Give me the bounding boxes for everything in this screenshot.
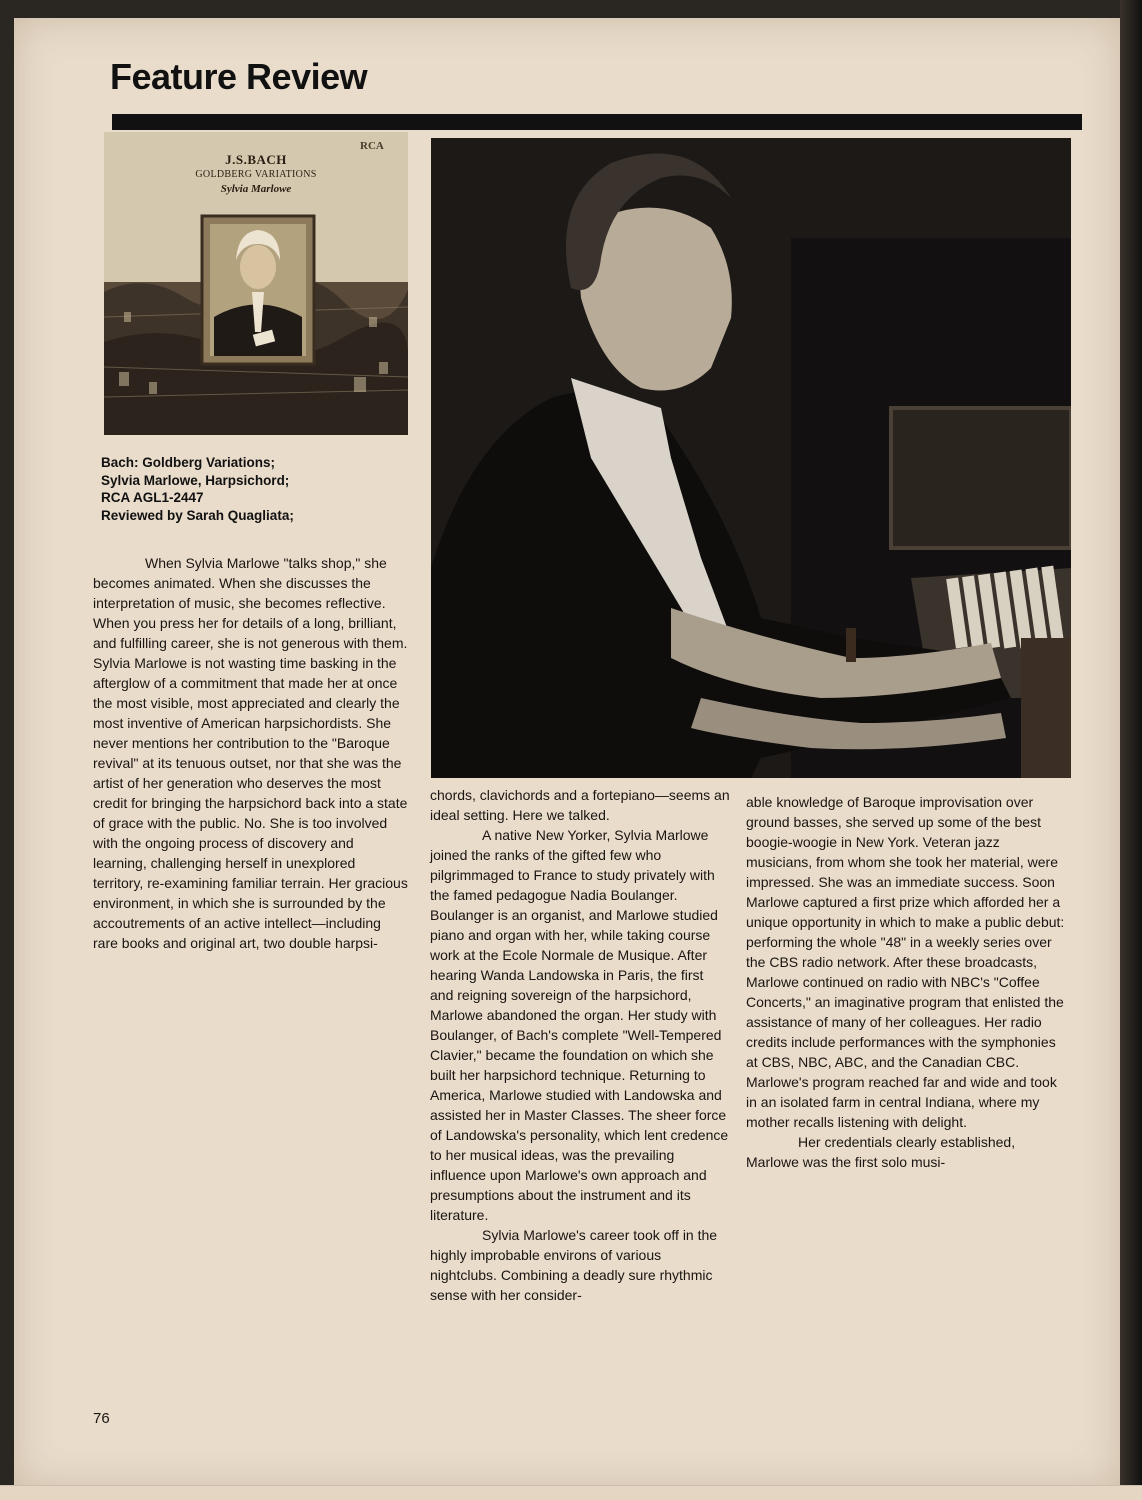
binding-spine xyxy=(1120,0,1142,1500)
magazine-page xyxy=(14,18,1120,1488)
credits-performer: Sylvia Marlowe, Harpsichord; xyxy=(101,472,290,488)
album-cover-title-block xyxy=(104,152,408,195)
cover-record-label: RCA xyxy=(360,140,384,152)
section-title: Feature Review xyxy=(110,56,368,97)
article-paragraph: When Sylvia Marlowe "talks shop," she becomes animated. When she discusses the interpretation of music, she becomes reflective. When you press her for details of a long, brilliant, and fulfilling career, she is not generous with them. Sylvia Marlowe is not wasting time basking in the afterglow of a commitment that made her at once the most visible, most appreciated and clearly the most inventive of American harpsichordists. She never mentions her contribution to the "Baroque revival" at its tenuous outset, nor that she was the artist of her generation who deserves the most credit for bringing the harpsichord back into a state of grace with the public. No. She is too involved with the ongoing process of discovery and learning, challenging herself in unexplored territory, re-examining familiar terrain. Her gracious environment, in which she is surrounded by the accoutrements of an active intellect—including rare books and original art, two double harpsi- xyxy=(93,555,408,951)
article-paragraph: able knowledge of Baroque improvisation over ground basses, she served up some of the best boogie-woogie in New York. Veteran jazz musicians, from whom she took her material, were impressed. She was an immediate success. Soon Marlowe captured a first prize which afforded her a unique opportunity in which to make a public debut: performing the whole "48" in a weekly series over the CBS radio network. After these broadcasts, Marlowe continued on radio with NBC's "Coffee Concerts," an imaginative program that enlisted the assistance of many of her colleagues. Her radio credits include performances with the symphonies at CBS, NBC, ABC, and the Canadian CBC. Marlowe's program reached far and wide and took in an isolated farm in central Indiana, where my mother recalls listening with delight. xyxy=(746,794,1065,1130)
article-paragraph: chords, clavichords and a fortepiano—seems an ideal setting. Here we talked. xyxy=(430,787,730,823)
credits-catalog: RCA AGL1-2447 xyxy=(101,490,204,505)
article-column-1 xyxy=(93,553,408,953)
article-column-2 xyxy=(430,785,730,1305)
cover-artist: Sylvia Marlowe xyxy=(220,183,292,195)
cover-work: GOLDBERG VARIATIONS xyxy=(195,169,317,180)
cover-composer: J.S.BACH xyxy=(225,152,287,167)
credits-reviewer: Reviewed by Sarah Quagliata; xyxy=(101,507,294,523)
credits-work: Bach: Goldberg Variations; xyxy=(101,455,276,470)
article-paragraph: Her credentials clearly established, Marlowe was the first solo musi- xyxy=(746,1134,1016,1170)
article-column-3 xyxy=(746,792,1066,1172)
harpsichordist-photo xyxy=(431,138,1071,778)
article-paragraph: Sylvia Marlowe's career took off in the highly improbable environs of various nightclubs. Combining a deadly sure rhythmic sense with her consider- xyxy=(430,1227,718,1303)
photo-artwork xyxy=(431,138,1071,778)
article-paragraph: A native New Yorker, Sylvia Marlowe joined the ranks of the gifted few who pilgrimmaged to France to study privately with the famed pedagogue Nadia Boulanger. Boulanger is an organist, and Marlowe studied piano and organ with her, while taking course work at the Ecole Normale de Musique. After hearing Wanda Landowska in Paris, the first and reigning sovereign of the harpsichord, Marlowe abandoned the organ. Her study with Boulanger, of Bach's complete "Well-Tempered Clavier," became the foundation on which she built her harpsichord technique. Returning to America, Marlowe studied with Landowska and assisted her in Master Classes. The sheer force of Landowska's personality, which lent credence to her musical ideas, was the prevailing influence upon Marlowe's own approach and presumptions about the instrument and its literature. xyxy=(430,827,729,1223)
review-credits xyxy=(101,454,421,524)
page-number: 76 xyxy=(93,1410,110,1427)
album-cover xyxy=(104,132,408,435)
page-bottom-edge xyxy=(0,1485,1142,1500)
title-rule xyxy=(112,114,1082,130)
